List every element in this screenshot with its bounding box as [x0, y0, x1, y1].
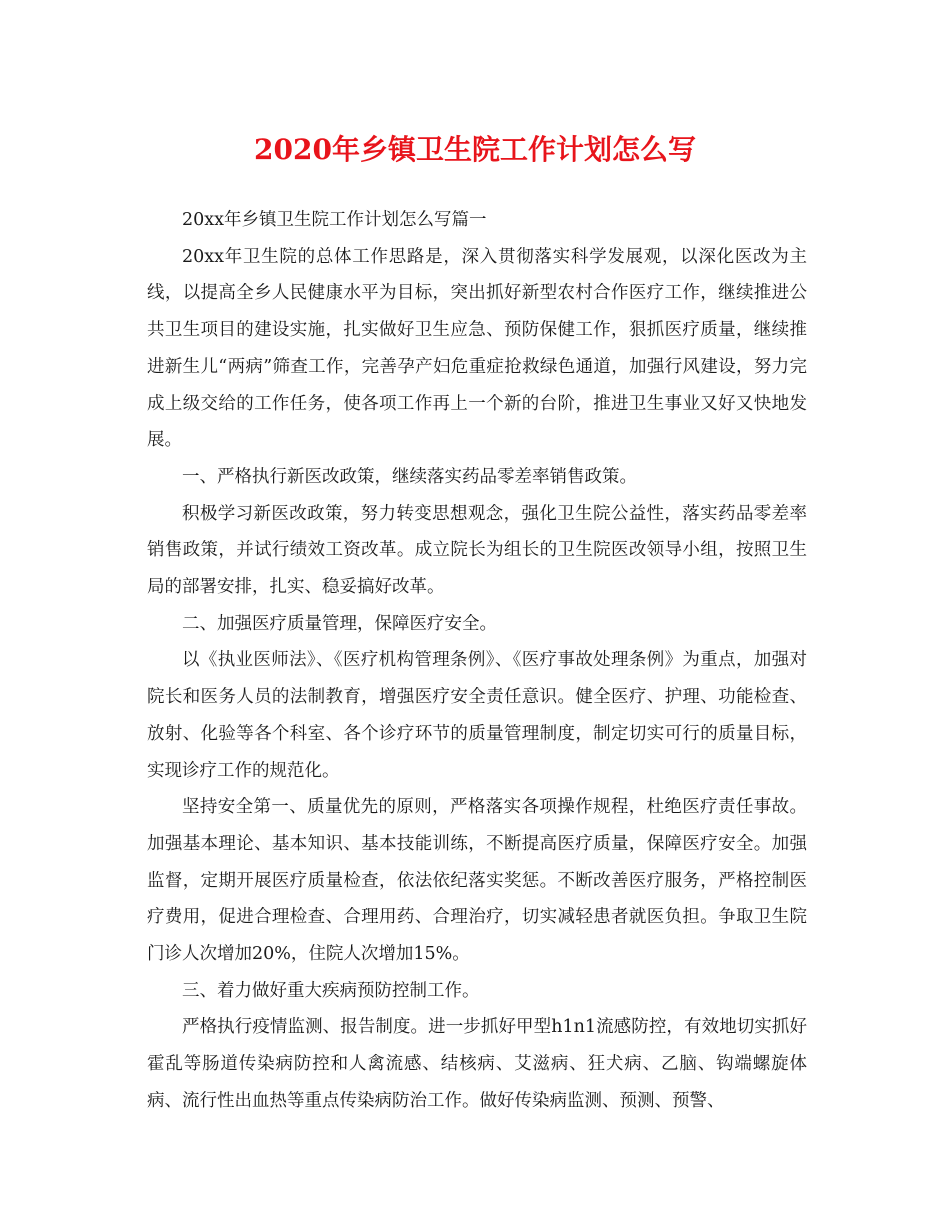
paragraph-2: 20xx年卫生院的总体工作思路是，深入贯彻落实科学发展观，以深化医改为主线，以提高全乡人民健康水平为目标，突出抓好新型农村合作医疗工作，继续推进公共卫生项目的建设实施，扎实做好卫生应急、预防保健工作，狠抓医疗质量，继续推进新生儿“两病”筛查工作，完善孕产妇危重症抢救绿色通道，加强行风建设，努力完成上级交给的工作任务，使各项工作再上一个新的台阶，推进卫生事业又好又快地发展。	[147, 246, 807, 451]
paragraph-9: 严格执行疫情监测、报告制度。进一步抓好甲型h1n1流感防控，有效地切实抓好霍乱等肠道传染病防控和人禽流感、结核病、艾滋病、狂犬病、乙脑、钩端螺旋体病、流行性出血热等重点传染病防治工作。做好传染病监测、预测、预警、	[147, 1017, 807, 1111]
paragraph-5: 二、加强医疗质量管理，保障医疗安全。	[182, 613, 497, 634]
paragraph-1: 20xx年乡镇卫生院工作计划怎么写篇一	[182, 210, 487, 230]
paragraph-7: 坚持安全第一、质量优先的原则，严格落实各项操作规程，杜绝医疗责任事故。加强基本理论、基本知识、基本技能训练，不断提高医疗质量，保障医疗安全。加强监督，定期开展医疗质量检查，依法依纪落实奖惩。不断改善医疗服务，严格控制医疗费用，促进合理检查、合理用药、合理治疗，切实减轻患者就医负担。争取卫生院门诊人次增加20%，住院人次增加15%。	[147, 797, 807, 965]
document-title: 2020年乡镇卫生院工作计划怎么写	[254, 133, 696, 166]
paragraph-6: 以《执业医师法》、《医疗机构管理条例》、《医疗事故处理条例》为重点，加强对院长和医务人员的法制教育，增强医疗安全责任意识。健全医疗、护理、功能检查、放射、化验等各个科室、各个诊疗环节的质量管理制度，制定切实可行的质量目标，实现诊疗工作的规范化。	[147, 650, 807, 781]
paragraph-8: 三、着力做好重大疾病预防控制工作。	[182, 980, 480, 1001]
document-body	[147, 202, 807, 1120]
paragraph-3: 一、严格执行新医改政策，继续落实药品零差率销售政策。	[182, 466, 637, 487]
paragraph-4: 积极学习新医改政策，努力转变思想观念，强化卫生院公益性，落实药品零差率销售政策，并试行绩效工资改革。成立院长为组长的卫生院医改领导小组，按照卫生局的部署安排，扎实、稳妥搞好改革。	[147, 503, 807, 598]
